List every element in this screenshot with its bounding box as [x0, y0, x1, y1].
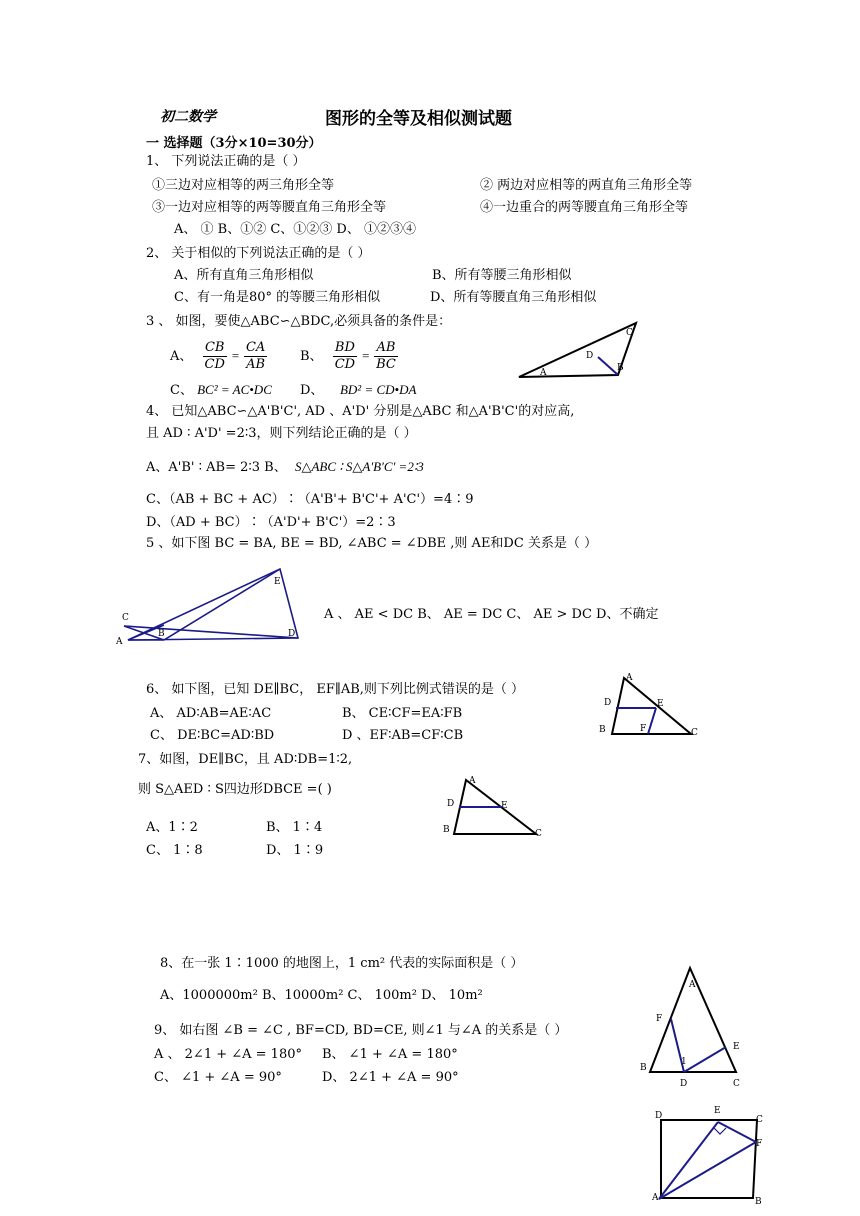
q7-label-c: C [535, 829, 542, 839]
q1-option-3: ③一边对应相等的两等腰直角三角形全等 [152, 200, 387, 215]
q3-choice-a: A、 $\frac{CB}{CD}$ = $\frac{CA}{AB}$ [170, 340, 266, 372]
q1-choices: A、 ① B、①② C、①②③ D、 ①②③④ [174, 222, 416, 237]
q8-label-c: C [733, 1079, 740, 1089]
q3-label-c: C [626, 328, 633, 338]
q7-label-a: A [469, 776, 476, 786]
square-label-f: F [756, 1139, 763, 1149]
q9-choice-c: C、 ∠1 + ∠A = 90° [154, 1070, 282, 1085]
q2-choice-b: B、所有等腰三角形相似 [432, 268, 572, 283]
q7-line2: 则 S△AED ∶ S四边形DBCE =( ) [138, 782, 332, 797]
q8-label-f: F [656, 1014, 663, 1024]
q4-line2: 且 AD ∶ A'D' =2∶3，则下列结论正确的是（ ） [146, 426, 417, 441]
q8-stem: 8、在一张 1∶1000 的地图上，1 cm² 代表的实际面积是（ ） [160, 956, 524, 971]
q4-line1: 4、 已知△ABC∽△A'B'C', AD 、A'D' 分别是△ABC 和△A'B'C'的对应高, [146, 404, 575, 419]
q2-choice-a: A、所有直角三角形相似 [174, 268, 314, 283]
q7-choice-a: A、1∶2 [146, 820, 198, 835]
q3-choice-b: B、 $\frac{BD}{CD}$ = $\frac{AB}{BC}$ [300, 340, 396, 372]
q6-figure [596, 670, 706, 740]
q5-stem: 5 、如下图 BC = BA, BE = BD, ∠ABC = ∠DBE ,则 AE和DC 关系是（ ） [146, 536, 598, 551]
q6-choice-d: D 、EF∶AB=CF∶CB [342, 728, 464, 743]
q9-choice-d: D、 2∠1 + ∠A = 90° [322, 1070, 459, 1085]
q7-figure [440, 772, 550, 838]
q6-label-c: C [691, 728, 698, 738]
q5-label-d: D [288, 629, 296, 639]
square-label-d: D [655, 1111, 663, 1121]
q8-choices: A、1000000m² B、10000m² C、 100m² D、 10m² [160, 988, 483, 1003]
q6-choice-a: A、 AD∶AB=AE∶AC [150, 706, 272, 721]
q3-label-a: A [540, 368, 547, 378]
q3-choice-c: C、 BC² = AC•DC [170, 382, 272, 398]
q7-label-e: E [501, 801, 508, 811]
square-label-a: A [652, 1193, 659, 1203]
q2-stem: 2、 关于相似的下列说法正确的是（ ） [146, 246, 371, 261]
q5-label-e: E [274, 577, 281, 587]
q4-choice-a: A、A'B' ∶ AB= 2∶3 B、 S△ABC ∶ S△A'B'C' =2∶3 [146, 459, 424, 475]
q6-choice-c: C、 DE∶BC=AD∶BD [150, 728, 275, 743]
q5-label-b: B [158, 629, 165, 639]
q8-label-a: A [689, 980, 696, 990]
q2-choice-d: D、所有等腰直角三角形相似 [430, 290, 597, 305]
q7-choice-d: D、 1∶9 [266, 843, 324, 858]
q1-option-4: ④一边重合的两等腰直角三角形全等 [480, 200, 689, 215]
q6-choice-b: B、 CE∶CF=EA∶FB [342, 706, 463, 721]
q7-choice-c: C、 1∶8 [146, 843, 203, 858]
square-figure [652, 1104, 772, 1208]
section-heading: 一 选择题（3分×10=30分） [146, 136, 322, 151]
q8-label-b: B [640, 1063, 647, 1073]
square-label-c: C [756, 1115, 763, 1125]
q5-label-a: A [116, 637, 123, 647]
q6-stem: 6、 如下图，已知 DE∥BC， EF∥AB,则下列比例式错误的是（ ） [146, 682, 525, 697]
q7-label-d: D [447, 799, 455, 809]
q6-label-b: B [599, 725, 606, 735]
q3-choice-d: D、 BD² = CD•DA [300, 382, 417, 398]
q6-label-f: F [640, 724, 647, 734]
grade-label: 初二数学 [160, 109, 216, 125]
q7-label-b: B [443, 825, 450, 835]
q1-option-2: ② 两边对应相等的两直角三角形全等 [480, 178, 693, 193]
q6-label-a: A [626, 673, 633, 683]
q5-label-c: C [122, 613, 129, 623]
q3-stem: 3 、 如图，要使△ABC∽△BDC,必须具备的条件是： [146, 314, 452, 329]
square-label-e: E [714, 1106, 721, 1116]
q5-choices: A 、 AE < DC B、 AE = DC C、 AE > DC D、不确定 [324, 607, 659, 622]
q2-choice-c: C、有一角是80° 的等腰三角形相似 [174, 290, 381, 305]
q9-stem: 9、 如右图 ∠B = ∠C , BF=CD, BD=CE, 则∠1 与∠A 的关系是（ ） [154, 1023, 568, 1038]
q3-label-d: D [586, 351, 594, 361]
q3-figure [516, 320, 640, 380]
q4-choice-c: C、（AB + BC + AC）∶（A'B'+ B'C'+ A'C'）=4∶9 [146, 492, 474, 507]
q5-figure [116, 566, 306, 648]
q9-choice-a: A 、 2∠1 + ∠A = 180° [154, 1047, 302, 1062]
page-title: 图形的全等及相似测试题 [325, 109, 512, 129]
q7-choice-b: B、 1∶4 [266, 820, 323, 835]
q1-stem: 1、 下列说法正确的是（ ） [146, 154, 306, 169]
q9-choice-b: B、 ∠1 + ∠A = 180° [322, 1047, 458, 1062]
square-label-b: B [755, 1197, 762, 1207]
q8-label-one: 1 [681, 1057, 687, 1067]
q6-label-d: D [604, 698, 612, 708]
q6-label-e: E [657, 699, 664, 709]
q1-option-1: ①三边对应相等的两三角形全等 [152, 178, 335, 193]
q8-figure [636, 964, 746, 1088]
q4-choice-d: D、（AD + BC）∶（A'D'+ B'C'）=2∶3 [146, 515, 396, 530]
q8-label-d: D [680, 1079, 688, 1089]
q3-label-b: B [617, 363, 624, 373]
q7-stem: 7、如图，DE∥BC，且 AD∶DB=1∶2, [138, 752, 353, 767]
q8-label-e: E [733, 1042, 740, 1052]
